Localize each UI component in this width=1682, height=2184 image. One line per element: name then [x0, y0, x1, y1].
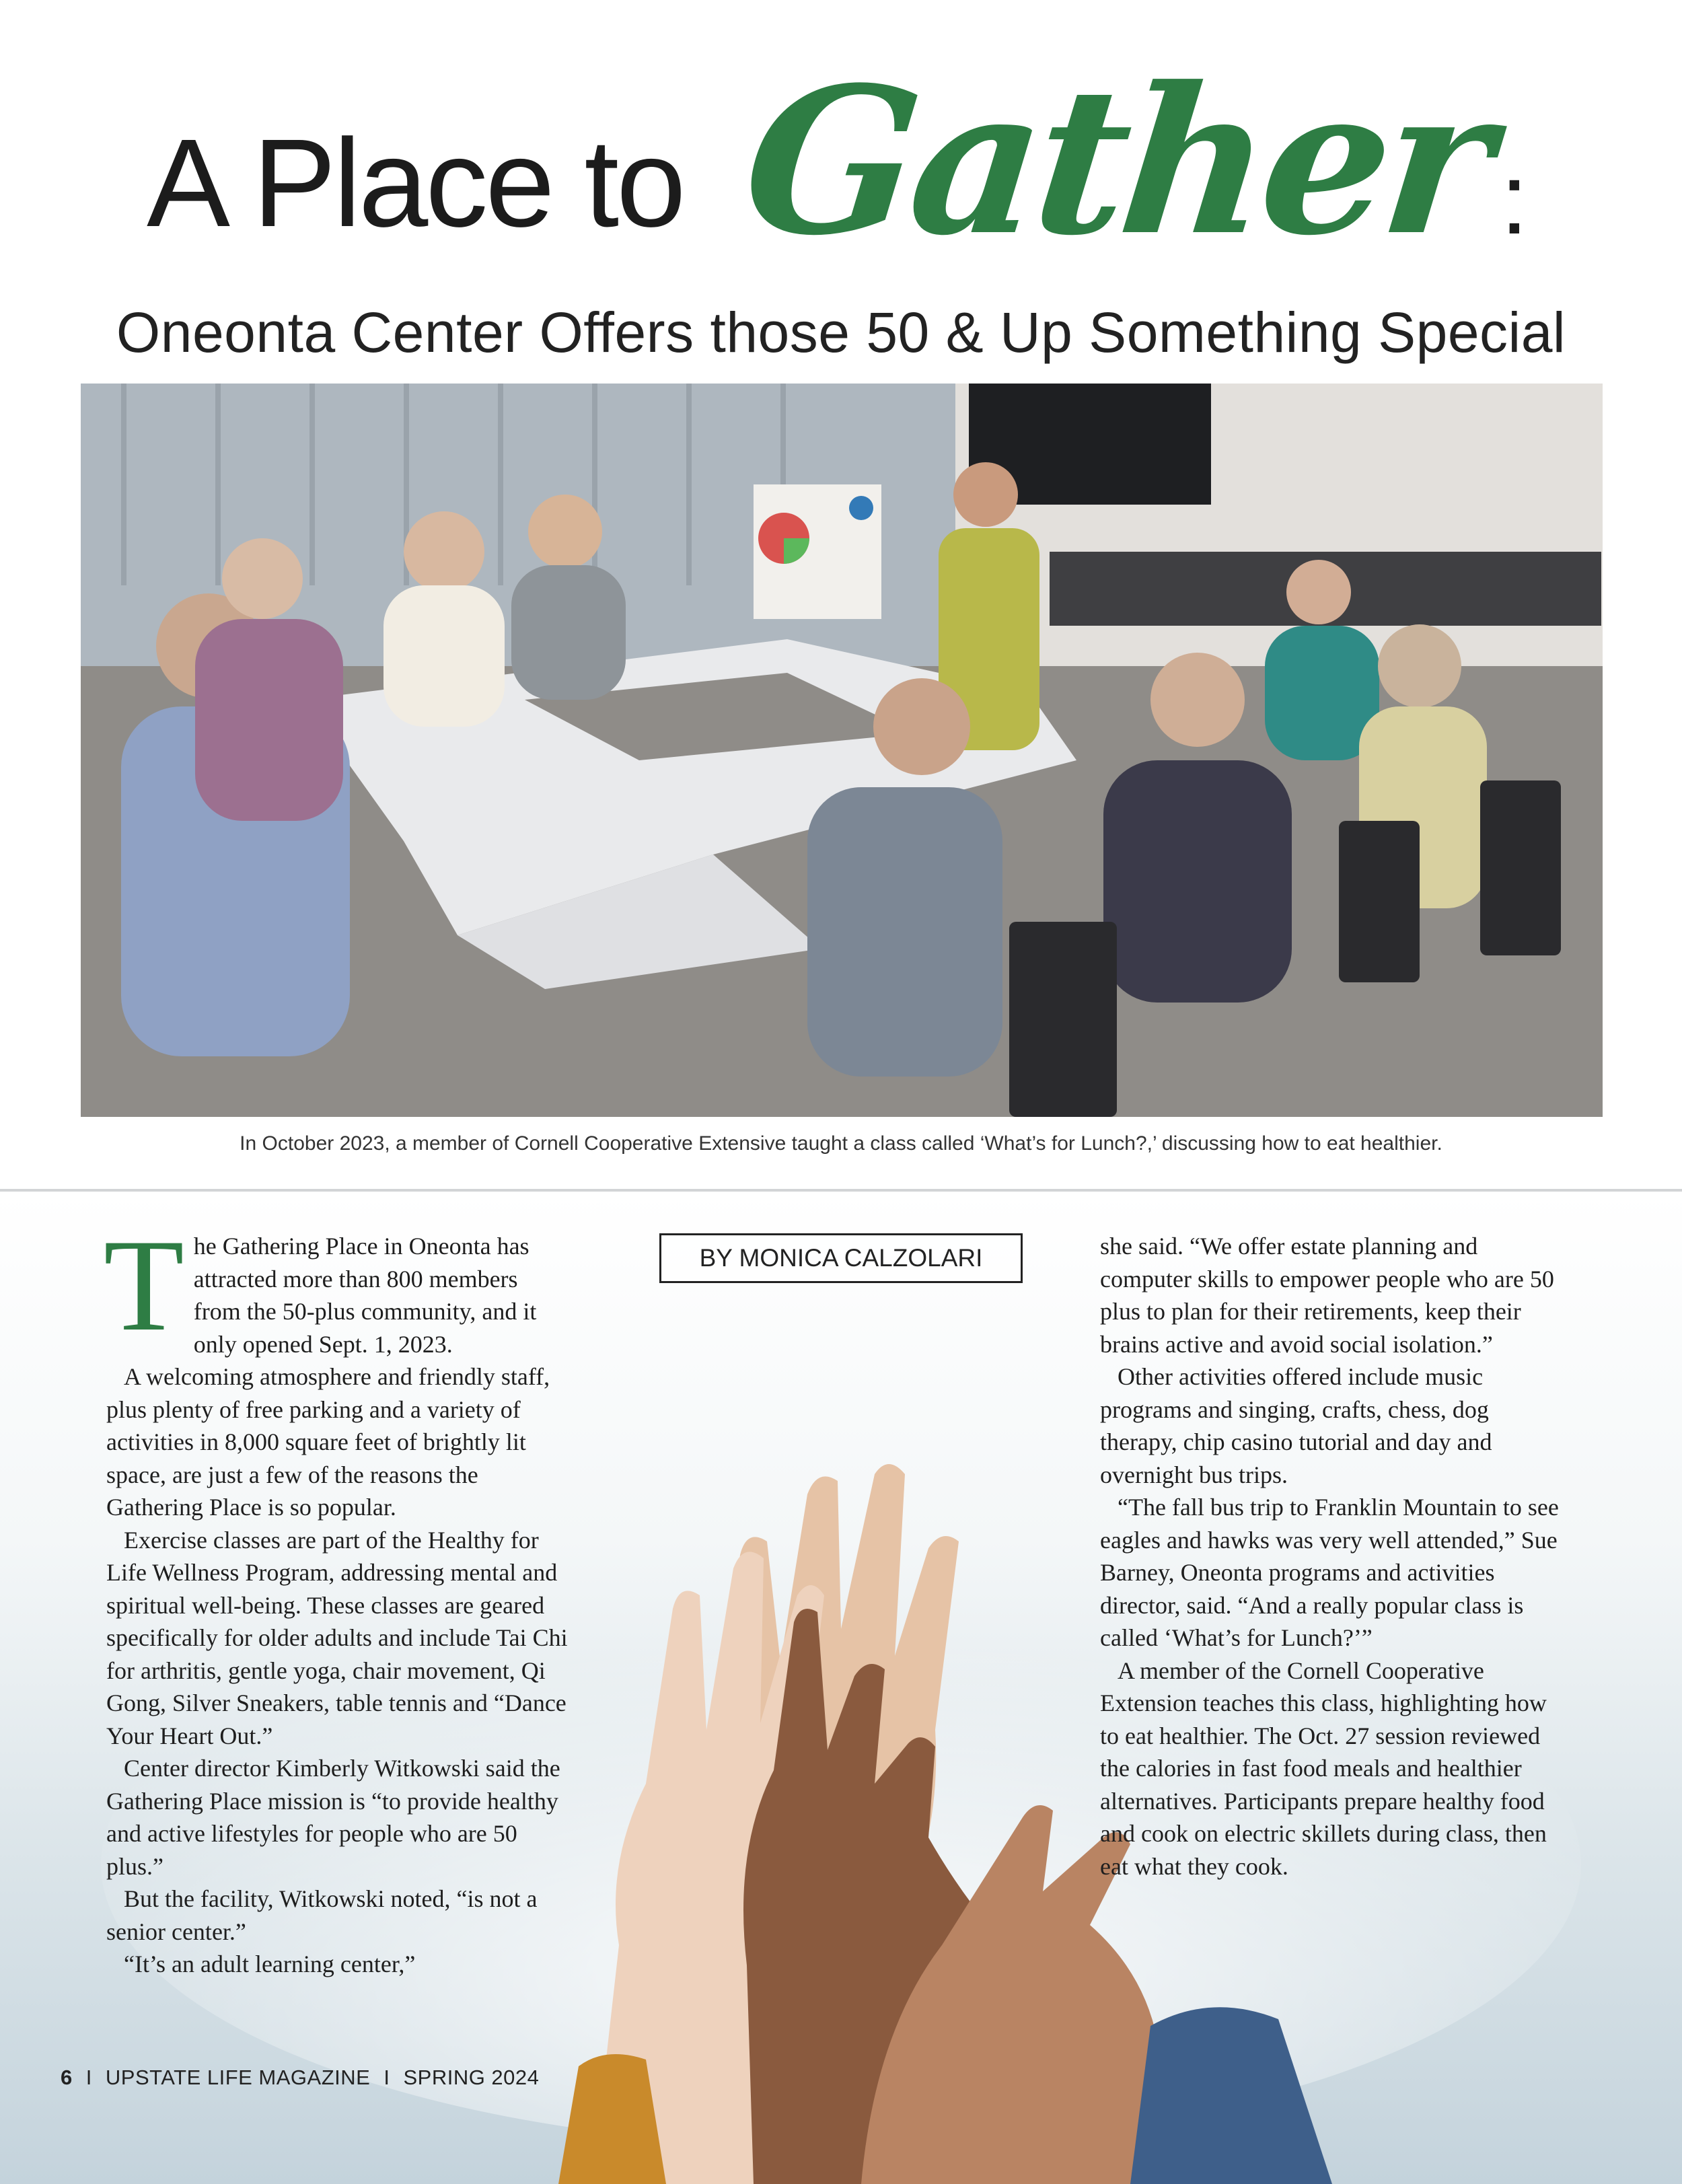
- magazine-name: UPSTATE LIFE MAGAZINE: [105, 2066, 371, 2089]
- headline: [0, 42, 1682, 289]
- article-paragraph: A member of the Cornell Cooperative Extension teaches this class, highlighting how to eat healthier. The Oct. 27 session reviewed the calories in fast food meals and healthier alternatives. Participants prepare healthy food and cook on electric skillets during class, then eat what they cook.: [1100, 1657, 1547, 1880]
- article-column-left: [104, 1212, 571, 1981]
- headline-colon: :: [1500, 142, 1529, 255]
- headline-script-word: Gather: [734, 42, 1497, 280]
- article-paragraph: Exercise classes are part of the Healthy for Life Wellness Program, addressing mental and spiritual well-being. These classes are geared specifically for older adults and include Tai Chi for arthritis, gentle yoga, chair movement, Qi Gong, Silver Sneakers, table tennis and “Dance Your Heart Out.”: [106, 1526, 568, 1749]
- footer-divider: I: [85, 2066, 92, 2089]
- byline: BY MONICA CALZOLARI: [659, 1233, 1023, 1283]
- page-footer: [61, 2066, 539, 2090]
- article-paragraph: “It’s an adult learning center,”: [124, 1951, 416, 1977]
- page-number: 6: [61, 2066, 73, 2089]
- headline-lead: A Place to: [147, 114, 684, 253]
- class-photo-illustration: [81, 384, 1603, 1117]
- article-paragraph: A welcoming atmosphere and friendly staff, plus plenty of free parking and a variety of activities in 8,000 square feet of brightly lit space, are just a few of the reasons the Gathering Place is so popular.: [106, 1363, 550, 1521]
- article-paragraph: “The fall bus trip to Franklin Mountain to see eagles and hawks was very well attended,” Sue Barney, Oneonta programs and activities director, said. “And a really popular class is called ‘What’s for Lunch?’”: [1100, 1494, 1559, 1651]
- drop-cap: T: [104, 1212, 184, 1358]
- photo-caption: In October 2023, a member of Cornell Cooperative Extensive taught a class called ‘What’s for Lunch?,’ discussing how to eat healthier.: [240, 1132, 1442, 1155]
- article-paragraph: she said. “We offer estate planning and computer skills to empower people who are 50 plus to plan for their retirements, keep their brains active and avoid social isolation.”: [1100, 1233, 1554, 1358]
- article-paragraph: Other activities offered include music programs and singing, crafts, chess, dog therapy, chip casino tutorial and day and overnight bus trips.: [1100, 1363, 1492, 1488]
- paragraph-text: he Gathering Place in Oneonta has attracted more than 800 members from the 50-plus community, and it only opened Sept. 1, 2023.: [193, 1233, 537, 1358]
- subtitle: Oneonta Center Offers those 50 & Up Something Special: [116, 301, 1566, 364]
- article-paragraph: But the facility, Witkowski noted, “is not a senior center.”: [106, 1885, 538, 1945]
- class-photo: [81, 384, 1603, 1117]
- issue-name: SPRING 2024: [403, 2066, 540, 2089]
- article-paragraph: [104, 1212, 571, 1360]
- article-paragraph: Center director Kimberly Witkowski said the Gathering Place mission is “to provide healthy and active lifestyles for people who are 50 plus.”: [106, 1755, 560, 1880]
- article-column-right: [1100, 1230, 1571, 1883]
- footer-divider: I: [383, 2066, 390, 2089]
